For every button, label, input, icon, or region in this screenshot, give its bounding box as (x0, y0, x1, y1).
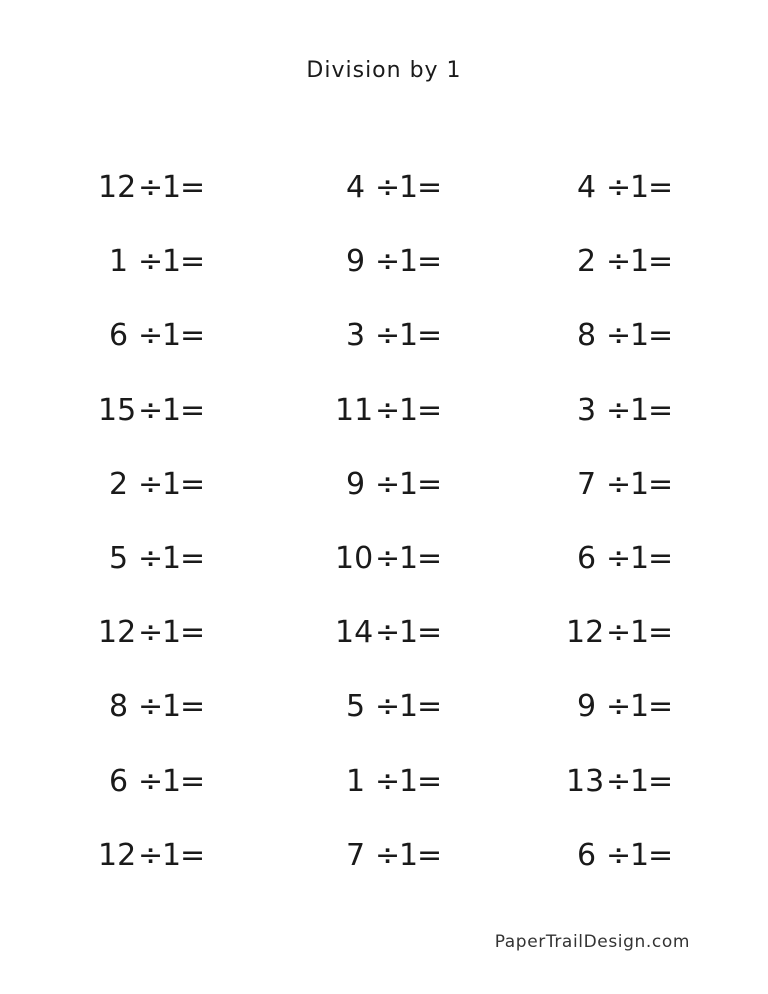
division-problem (335, 760, 443, 804)
divide-sign-icon: ÷ (606, 244, 632, 280)
divisor: 1 (162, 170, 182, 205)
divide-sign-icon: ÷ (138, 763, 164, 799)
divisor: 1 (399, 540, 419, 576)
dividend: 10 (335, 540, 374, 576)
divisor: 1 (162, 837, 182, 873)
divisor: 1 (630, 244, 650, 280)
divisor: 1 (630, 466, 650, 502)
division-problem (566, 834, 674, 878)
dividend: 6 (577, 540, 597, 576)
equals-sign-icon: = (180, 689, 206, 725)
equals-sign-icon: = (648, 392, 674, 428)
dividend: 12 (98, 837, 137, 873)
dividend: 9 (346, 244, 366, 280)
divide-sign-icon: ÷ (375, 763, 401, 799)
divide-sign-icon: ÷ (606, 689, 632, 725)
divide-sign-icon: ÷ (375, 244, 401, 280)
division-problem (335, 166, 443, 210)
divisor: 1 (162, 763, 182, 799)
divisor: 1 (630, 763, 650, 799)
equals-sign-icon: = (180, 466, 206, 502)
division-problem (98, 760, 206, 804)
division-problem (98, 537, 206, 581)
division-problem (566, 685, 674, 729)
equals-sign-icon: = (648, 170, 674, 205)
problem-row (0, 166, 768, 240)
dividend: 12 (98, 615, 137, 651)
problem-row (0, 685, 768, 759)
divide-sign-icon: ÷ (138, 318, 164, 354)
divisor: 1 (162, 318, 182, 354)
dividend: 4 (577, 170, 597, 205)
problem-row (0, 463, 768, 537)
dividend: 3 (577, 392, 597, 428)
equals-sign-icon: = (417, 615, 443, 651)
divide-sign-icon: ÷ (606, 466, 632, 502)
problem-grid (0, 166, 768, 908)
division-problem (335, 685, 443, 729)
dividend: 6 (109, 763, 129, 799)
equals-sign-icon: = (648, 615, 674, 651)
equals-sign-icon: = (648, 763, 674, 799)
divisor: 1 (399, 466, 419, 502)
divide-sign-icon: ÷ (375, 170, 401, 205)
equals-sign-icon: = (180, 837, 206, 873)
divisor: 1 (630, 689, 650, 725)
divide-sign-icon: ÷ (138, 689, 164, 725)
equals-sign-icon: = (180, 318, 206, 354)
problem-row (0, 537, 768, 611)
divisor: 1 (630, 392, 650, 428)
divide-sign-icon: ÷ (606, 615, 632, 651)
divisor: 1 (162, 466, 182, 502)
equals-sign-icon: = (417, 392, 443, 428)
divisor: 1 (630, 837, 650, 873)
division-problem (98, 240, 206, 284)
equals-sign-icon: = (417, 244, 443, 280)
dividend: 6 (577, 837, 597, 873)
division-problem (335, 834, 443, 878)
dividend: 13 (566, 763, 605, 799)
equals-sign-icon: = (417, 837, 443, 873)
divide-sign-icon: ÷ (138, 244, 164, 280)
dividend: 12 (566, 615, 605, 651)
dividend: 4 (346, 170, 366, 205)
equals-sign-icon: = (648, 540, 674, 576)
divisor: 1 (162, 689, 182, 725)
division-problem (98, 389, 206, 433)
division-problem (98, 685, 206, 729)
divide-sign-icon: ÷ (375, 689, 401, 725)
division-problem (335, 389, 443, 433)
divide-sign-icon: ÷ (375, 392, 401, 428)
divisor: 1 (399, 837, 419, 873)
problem-row (0, 760, 768, 834)
division-problem (335, 611, 443, 655)
dividend: 11 (335, 392, 374, 428)
divisor: 1 (162, 244, 182, 280)
divisor: 1 (399, 170, 419, 205)
equals-sign-icon: = (417, 466, 443, 502)
dividend: 2 (577, 244, 597, 280)
dividend: 5 (109, 540, 129, 576)
division-problem (566, 760, 674, 804)
equals-sign-icon: = (180, 392, 206, 428)
equals-sign-icon: = (417, 318, 443, 354)
divide-sign-icon: ÷ (375, 466, 401, 502)
equals-sign-icon: = (417, 763, 443, 799)
division-problem (98, 314, 206, 358)
divide-sign-icon: ÷ (375, 837, 401, 873)
divide-sign-icon: ÷ (606, 392, 632, 428)
division-problem (335, 537, 443, 581)
equals-sign-icon: = (180, 170, 206, 205)
equals-sign-icon: = (180, 615, 206, 651)
division-problem (335, 314, 443, 358)
dividend: 7 (346, 837, 366, 873)
divisor: 1 (162, 615, 182, 651)
dividend: 14 (335, 615, 374, 651)
equals-sign-icon: = (648, 689, 674, 725)
divide-sign-icon: ÷ (606, 540, 632, 576)
divide-sign-icon: ÷ (138, 540, 164, 576)
dividend: 15 (98, 392, 137, 428)
division-problem (566, 537, 674, 581)
equals-sign-icon: = (417, 540, 443, 576)
equals-sign-icon: = (417, 689, 443, 725)
division-problem (335, 463, 443, 507)
equals-sign-icon: = (648, 244, 674, 280)
dividend: 12 (98, 170, 137, 205)
divisor: 1 (630, 170, 650, 205)
divide-sign-icon: ÷ (138, 392, 164, 428)
divide-sign-icon: ÷ (138, 170, 164, 205)
dividend: 8 (109, 689, 129, 725)
divisor: 1 (399, 392, 419, 428)
division-problem (566, 389, 674, 433)
division-problem (98, 166, 206, 210)
division-problem (98, 463, 206, 507)
division-problem (98, 834, 206, 878)
divide-sign-icon: ÷ (606, 763, 632, 799)
divisor: 1 (162, 392, 182, 428)
divisor: 1 (630, 540, 650, 576)
divide-sign-icon: ÷ (606, 170, 632, 205)
division-problem (98, 611, 206, 655)
problem-row (0, 834, 768, 908)
division-problem (566, 611, 674, 655)
worksheet-title: Division by 1 (306, 58, 462, 83)
division-problem (335, 240, 443, 284)
dividend: 9 (577, 689, 597, 725)
equals-sign-icon: = (648, 837, 674, 873)
divide-sign-icon: ÷ (138, 615, 164, 651)
divisor: 1 (399, 763, 419, 799)
dividend: 3 (346, 318, 366, 354)
dividend: 2 (109, 466, 129, 502)
division-problem (566, 463, 674, 507)
divisor: 1 (162, 540, 182, 576)
problem-row (0, 389, 768, 463)
divisor: 1 (399, 689, 419, 725)
equals-sign-icon: = (648, 318, 674, 354)
equals-sign-icon: = (417, 170, 443, 205)
divide-sign-icon: ÷ (375, 615, 401, 651)
equals-sign-icon: = (180, 540, 206, 576)
dividend: 9 (346, 466, 366, 502)
divisor: 1 (630, 318, 650, 354)
divisor: 1 (399, 318, 419, 354)
divide-sign-icon: ÷ (375, 540, 401, 576)
dividend: 8 (577, 318, 597, 354)
divisor: 1 (399, 244, 419, 280)
divide-sign-icon: ÷ (606, 318, 632, 354)
problem-row (0, 314, 768, 388)
divisor: 1 (630, 615, 650, 651)
equals-sign-icon: = (648, 466, 674, 502)
equals-sign-icon: = (180, 763, 206, 799)
problem-row (0, 611, 768, 685)
division-problem (566, 240, 674, 284)
dividend: 6 (109, 318, 129, 354)
divide-sign-icon: ÷ (375, 318, 401, 354)
dividend: 5 (346, 689, 366, 725)
divisor: 1 (399, 615, 419, 651)
division-problem (566, 314, 674, 358)
division-problem (566, 166, 674, 210)
divide-sign-icon: ÷ (138, 837, 164, 873)
dividend: 1 (346, 763, 366, 799)
equals-sign-icon: = (180, 244, 206, 280)
divide-sign-icon: ÷ (138, 466, 164, 502)
divide-sign-icon: ÷ (606, 837, 632, 873)
dividend: 1 (109, 244, 129, 280)
footer-credit: PaperTrailDesign.com (494, 932, 690, 952)
dividend: 7 (577, 466, 597, 502)
problem-row (0, 240, 768, 314)
